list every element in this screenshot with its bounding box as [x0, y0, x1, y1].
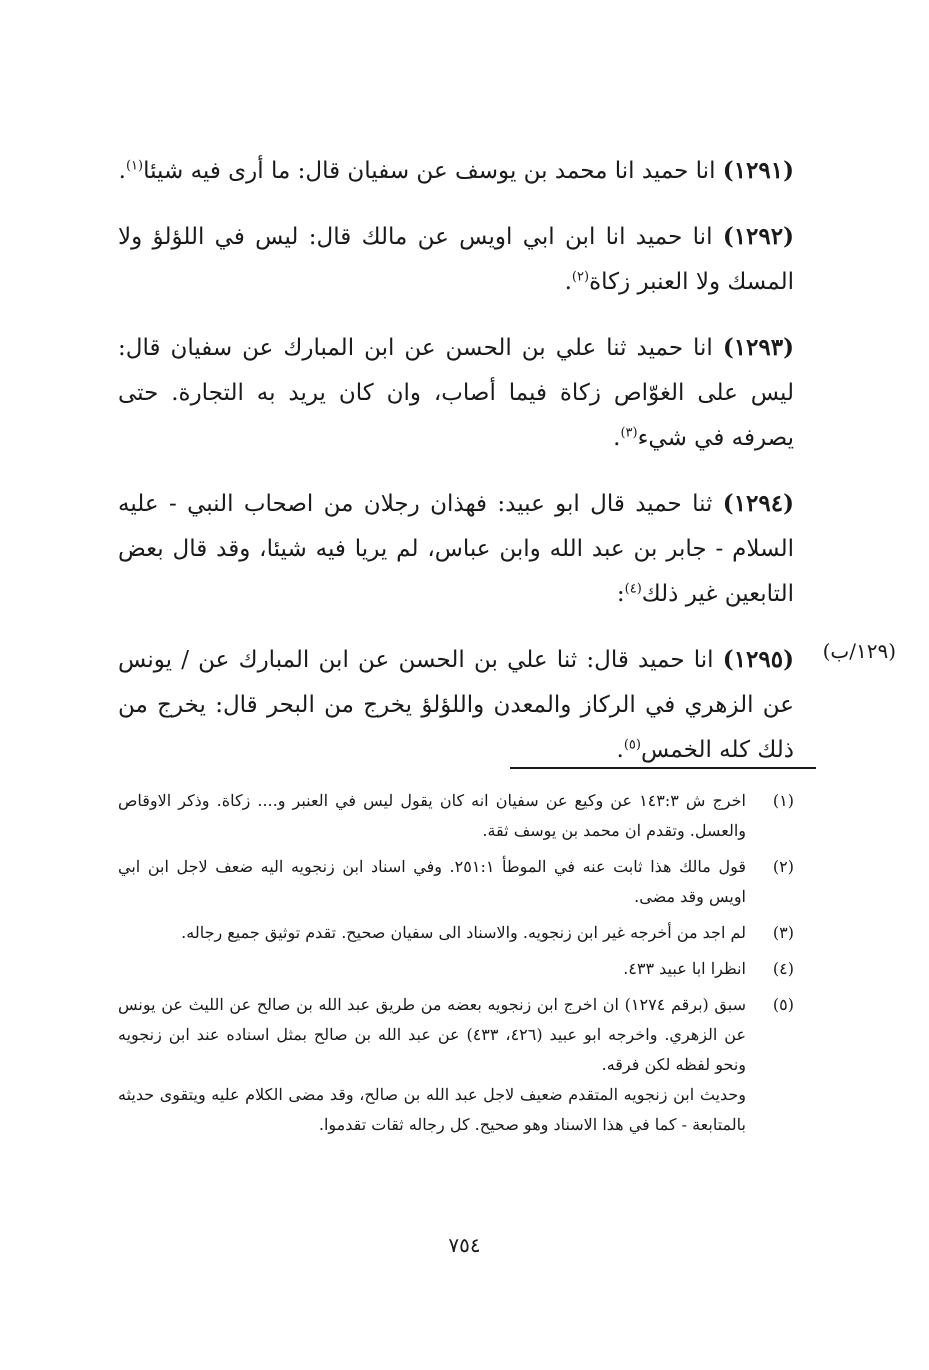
hadith-end: .: [564, 269, 572, 295]
hadith-1292: [118, 214, 794, 305]
footnote-mark: (٢): [772, 857, 794, 876]
footnote-mark: (٣): [772, 923, 794, 942]
manuscript-folio-note: (١٢٩/ب): [822, 639, 896, 663]
hadith-text: انا حميد انا محمد بن يوسف عن سفيان قال: ما أرى فيه شيئا: [143, 158, 716, 184]
hadith-1293: [118, 325, 794, 461]
hadith-1294: [118, 481, 794, 617]
footnotes: [118, 786, 794, 1146]
footnote-line: انظرا ابا عبيد ٤٣٣.: [623, 959, 746, 978]
footnote-ref: (١): [125, 158, 144, 174]
footnote-mark: (١): [772, 791, 794, 810]
footnote-text: [118, 954, 746, 984]
hadith-number: (١٢٩٥): [722, 646, 794, 673]
footnote-text: [118, 852, 746, 912]
footnote-mark: (٥): [772, 995, 794, 1014]
footnote-separator: [510, 767, 816, 769]
hadith-end: .: [613, 425, 621, 451]
footnote-ref: (٣): [620, 425, 638, 441]
footnote-ref: (٢): [571, 269, 590, 285]
footnote-line: قول مالك هذا ثابت عنه في الموطأ ٢٥١:١. وفي اسناد ابن زنجويه اليه ضعف لاجل ابن ابي اويس وقد مضى.: [118, 857, 747, 906]
footnote-1: [118, 786, 794, 846]
footnote-line: وحديث ابن زنجويه المتقدم ضعيف لاجل عبد الله بن صالح، وقد مضى الكلام عليه ويتقوى حديثه بالمتابعة - كما في هذا الاسناد وهو صحيح. كل رجاله ثقات تقدموا.: [118, 1085, 747, 1134]
footnote-ref: (٤): [624, 581, 642, 597]
footnote-line: اخرج ش ١٤٣:٣ عن وكيع عن سفيان انه كان يقول ليس في العنبر و.... زكاة. وذكر الاوقاص والعسل. وتقدم ان محمد بن يوسف ثقة.: [118, 791, 746, 840]
main-text: [118, 148, 794, 793]
hadith-number: (١٢٩٣): [722, 334, 795, 361]
hadith-number: (١٢٩٢): [722, 223, 795, 250]
hadith-end: :: [616, 581, 625, 607]
hadith-end: .: [118, 158, 126, 184]
hadith-text: ثنا حميد قال ابو عبيد: فهذان رجلان من اصحاب النبي - عليه السلام - جابر بن عبد الله وابن عباس، لم يريا فيه شيئا، وقد قال بعض التابعين غير ذلك: [118, 491, 794, 607]
footnote-2: [118, 852, 794, 912]
hadith-text: انا حميد ثنا علي بن الحسن عن ابن المبارك عن سفيان قال: ليس على الغوّاص زكاة فيما أصاب، وان كان يريد به التجارة. حتى يصرفه في شيء: [118, 335, 794, 451]
footnote-line: لم اجد من أخرجه غير ابن زنجويه. والاسناد الى سفيان صحيح. تقدم توثيق جميع رجاله.: [181, 923, 746, 942]
footnote-3: [118, 918, 794, 948]
hadith-1291: [118, 148, 794, 194]
footnote-text: [118, 786, 746, 846]
footnote-5: [118, 990, 794, 1140]
hadith-number: (١٢٩٤): [722, 490, 794, 517]
hadith-text: انا حميد انا ابن ابي اويس عن مالك قال: ليس في اللؤلؤ ولا المسك ولا العنبر زكاة: [118, 224, 794, 295]
footnote-text: [118, 918, 746, 948]
footnote-text: [118, 990, 746, 1140]
hadith-number: (١٢٩١): [722, 157, 794, 184]
footnote-line: سبق (برقم ١٢٧٤) ان اخرج ابن زنجويه بعضه من طريق عبد الله بن صالح عن الليث عن يونس عن الزهري. واخرجه ابو عبيد (٤٢٦، ٤٣٣) عن عبد الله بن صالح بمثل اسناده عند ابن زنجويه ونحو لفظه لكن فرقه.: [118, 995, 747, 1074]
page-number: ٧٥٤: [448, 1233, 481, 1257]
footnote-mark: (٤): [772, 959, 794, 978]
hadith-end: .: [616, 737, 624, 763]
hadith-text: انا حميد قال: ثنا علي بن الحسن عن ابن المبارك عن / يونس عن الزهري في الركاز والمعدن واللؤلؤ يخرج من البحر قال: يخرج من ذلك كله الخمس: [118, 647, 794, 763]
hadith-1295: [118, 637, 794, 773]
footnote-4: [118, 954, 794, 984]
footnote-ref: (٥): [623, 737, 641, 753]
